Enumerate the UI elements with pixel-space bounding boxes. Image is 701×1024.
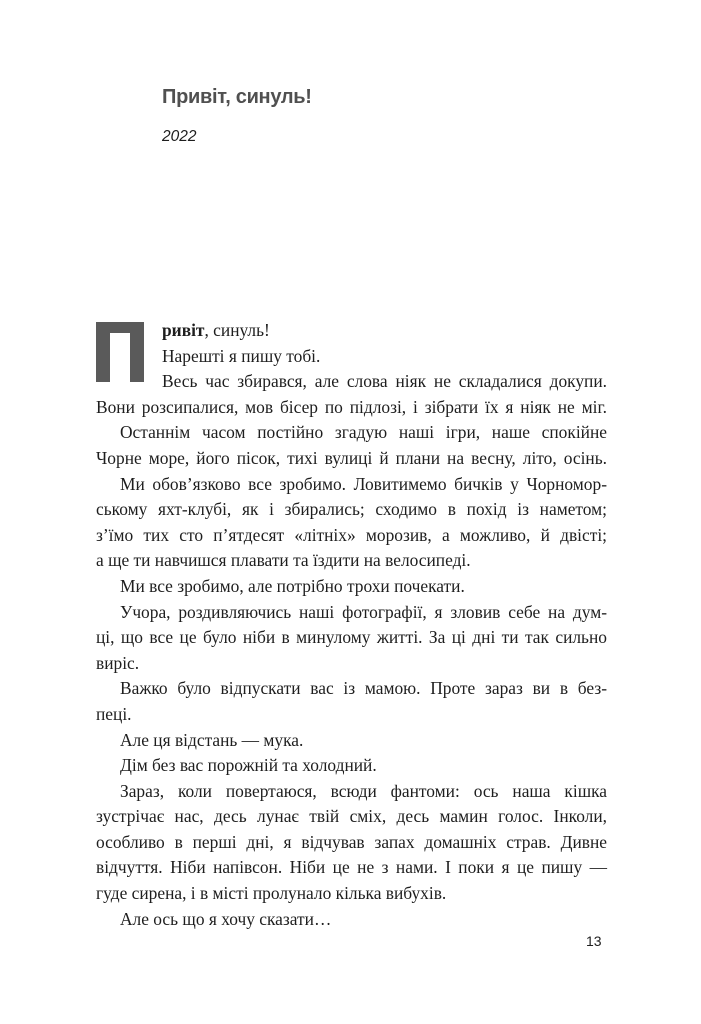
text-line — [96, 318, 607, 344]
text-line: відчуття. Ніби напівсон. Ніби це не з нами. І поки я це пишу — — [96, 857, 607, 878]
text-line: пеці. — [96, 703, 132, 724]
text-line: Учора, роздивляючись наші фотографії, я зловив себе на дум- — [120, 601, 607, 622]
text-line: Важко було відпускати вас із мамою. Проте зараз ви в без- — [120, 678, 607, 699]
chapter-year: 2022 — [162, 128, 197, 145]
letter-body — [96, 318, 607, 932]
text-line: Ми все зробимо, але потрібно трохи почекати. — [120, 575, 465, 596]
text-line: виріс. — [96, 652, 140, 673]
text-line: зустрічає нас, десь лунає твій сміх, десь мамин голос. Інколи, — [96, 806, 607, 827]
text-line: Останнім часом постійно згадую наші ігри, наше спокійне — [120, 422, 607, 443]
text-line: Дім без вас порожній та холодний. — [120, 755, 377, 776]
text-line: Весь час збирався, але слова ніяк не складалися докупи. — [162, 371, 607, 392]
text-line: Чорне море, його пісок, тихі вулиці й плани на весну, літо, осінь. — [96, 447, 607, 468]
text-line: Зараз, коли повертаюся, всюди фантоми: ось наша кішка — [120, 780, 607, 801]
text-line: Вони розсипалися, мов бісер по підлозі, і зібрати їх я ніяк не міг. — [96, 396, 607, 417]
text-line: а ще ти навчишся плавати та їздити на велосипеді. — [96, 550, 471, 571]
text-line: Ми обов’язково все зробимо. Ловитимемо бичків у Чорномор- — [120, 473, 607, 494]
text-line: Але ось що я хочу сказати… — [120, 908, 332, 929]
text-line: гуде сирена, і в місті пролунало кілька вибухів. — [96, 883, 447, 904]
chapter-title: Привіт, синуль! — [162, 86, 312, 108]
lead-word: ривіт — [162, 320, 205, 340]
text-line: Нарешті я пишу тобі. — [162, 345, 321, 366]
text-line: ському яхт-клубі, як і збирались; сходимо в похід із наметом; — [96, 499, 607, 520]
text-line: Але ця відстань — мука. — [120, 729, 304, 750]
text-line: з’їмо тих сто п’ятдесят «літніх» морозив, а можливо, й двісті; — [96, 524, 607, 545]
text-line: ці, що все це було ніби в минулому житті. За ці дні ти так сильно — [96, 627, 607, 648]
page-number: 13 — [586, 933, 602, 949]
line-rest: , синуль! — [204, 320, 270, 340]
text-line: особливо в перші дні, я відчував запах домашніх страв. Дивне — [96, 831, 607, 852]
